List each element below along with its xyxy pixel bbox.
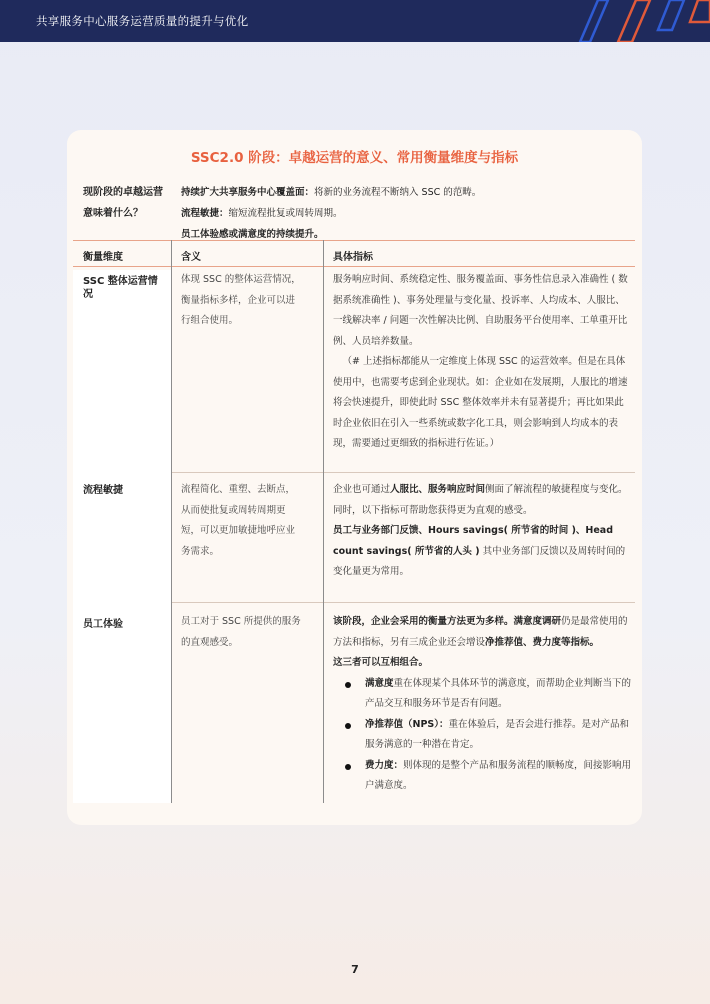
header-dimension: 衡量维度 — [83, 252, 123, 263]
row1-metrics — [333, 270, 629, 455]
table-divider-top — [73, 240, 635, 241]
content-card — [67, 130, 642, 825]
row3-text-p2: 这三者可以互相组合。 — [333, 657, 429, 668]
row3-meaning: 员工对于 SSC 所提供的服务的直观感受。 — [181, 616, 301, 648]
bullet-1-text: 重在体现某个具体环节的满意度，而帮助企业判断当下的产品交互和服务环节是否有问题。 — [365, 677, 632, 709]
row3-text-b: 仍是最常使用的方法和指标，另有三成企业还会增设 — [333, 616, 628, 648]
top-banner — [0, 0, 710, 42]
header-metrics: 具体指标 — [333, 252, 373, 263]
list-item — [333, 756, 633, 797]
row3-bullet-list — [333, 674, 633, 797]
bullet-2-bold: 净推荐值（NPS）： — [365, 718, 449, 730]
card-title: SSC2.0 阶段：卓越运营的意义、常用衡量维度与指标 — [190, 150, 519, 166]
row2-meaning: 流程简化、重塑、去断点，从而使批复或周转周期更短，可以更加敏捷地呼应业务需求。 — [181, 484, 296, 557]
document-header-title: 共享服务中心服务运营质量的提升与优化 — [36, 14, 249, 28]
row3-metrics — [333, 612, 633, 797]
intro-question: 现阶段的卓越运营意味着什么？ — [83, 187, 163, 219]
row1-meaning: 体现 SSC 的整体运营情况，衡量指标多样，企业可以进行组合使用。 — [181, 274, 301, 326]
row-divider-1 — [171, 472, 635, 473]
dimension-column-background — [73, 270, 171, 803]
row1-metrics-note: （# 上述指标都能从一定维度上体现 SSC 的运营效率。但是在具体使用中，也需要考虑到企业现状。如：企业如在发展期，人服比的增速将会快速提升，即使此时 SSC 整体效率并未有显著提升；再比如果此时企业依旧在引入一些系统或数字化工具，则会影响到人均成本的表现，需要通过更细致的指标进行佐证。） — [333, 356, 628, 449]
list-item — [333, 715, 633, 756]
bullet-3-bold: 费力度： — [365, 759, 404, 771]
intro-point-1-bold: 持续扩大共享服务中心覆盖面： — [181, 187, 315, 198]
row2-text-p3: 其中业务部门反馈以及周转时间的变化量更为常用。 — [333, 545, 626, 577]
header-meaning: 含义 — [181, 252, 201, 263]
row2-metrics — [333, 480, 629, 583]
table-header-divider — [73, 266, 635, 267]
row2-text-c: 侧面了解流程的敏捷程度与变化。 — [485, 484, 628, 495]
intro-point-1-text: 将新的业务流程不断纳入 SSC 的范畴。 — [314, 187, 482, 198]
intro-point-3-bold: 员工体验感或满意度的持续提升。 — [181, 229, 324, 240]
row2-text-p2: 同时，以下指标可帮助您获得更为直观的感受。 — [333, 504, 533, 516]
intro-point-2-bold: 流程敏捷： — [181, 208, 229, 219]
column-divider-1 — [171, 240, 172, 803]
bullet-2-text: 重在体验后，是否会进行推荐。是对产品和服务满意的一种潜在肯定。 — [365, 718, 630, 750]
bullet-1-bold: 满意度 — [365, 677, 394, 689]
page-number: 7 — [351, 963, 359, 976]
row3-text-a: 该阶段，企业会采用的衡量方法更为多样。满意度调研 — [333, 616, 562, 627]
row1-metrics-list: 服务响应时间、系统稳定性、服务覆盖面、事务性信息录入准确性 ( 数据系统准确性 )、事务处理量与变化量、投诉率、人均成本、人服比、一线解决率 / 问题一次性解决比例、自助服务平台使用率、工单重开比例、人员培养数量。 — [333, 274, 628, 347]
decorative-stripes-icon — [540, 0, 710, 42]
row2-text-a: 企业也可通过 — [333, 484, 391, 495]
row3-text-c: 净推荐值、费力度等指标。 — [485, 636, 600, 648]
intro-point-2-text: 缩短流程批复或周转周期。 — [228, 208, 343, 219]
row3-dimension: 员工体验 — [83, 619, 123, 630]
row2-dimension: 流程敏捷 — [83, 485, 123, 496]
row1-dimension: SSC 整体运营情况 — [83, 276, 158, 300]
row2-text-p3-bold: 员工与业务部门反馈、Hours savings( 所节省的时间 )、Head count savings( 所节省的人头 ) — [333, 525, 614, 557]
intro-answer — [181, 182, 631, 245]
bullet-3-text: 则体现的是整个产品和服务流程的顺畅度，间接影响用户满意度。 — [365, 759, 632, 791]
row2-text-b: 人服比、服务响应时间 — [390, 484, 486, 495]
row-divider-2 — [171, 602, 635, 603]
column-divider-2 — [323, 240, 324, 803]
list-item — [333, 674, 633, 715]
